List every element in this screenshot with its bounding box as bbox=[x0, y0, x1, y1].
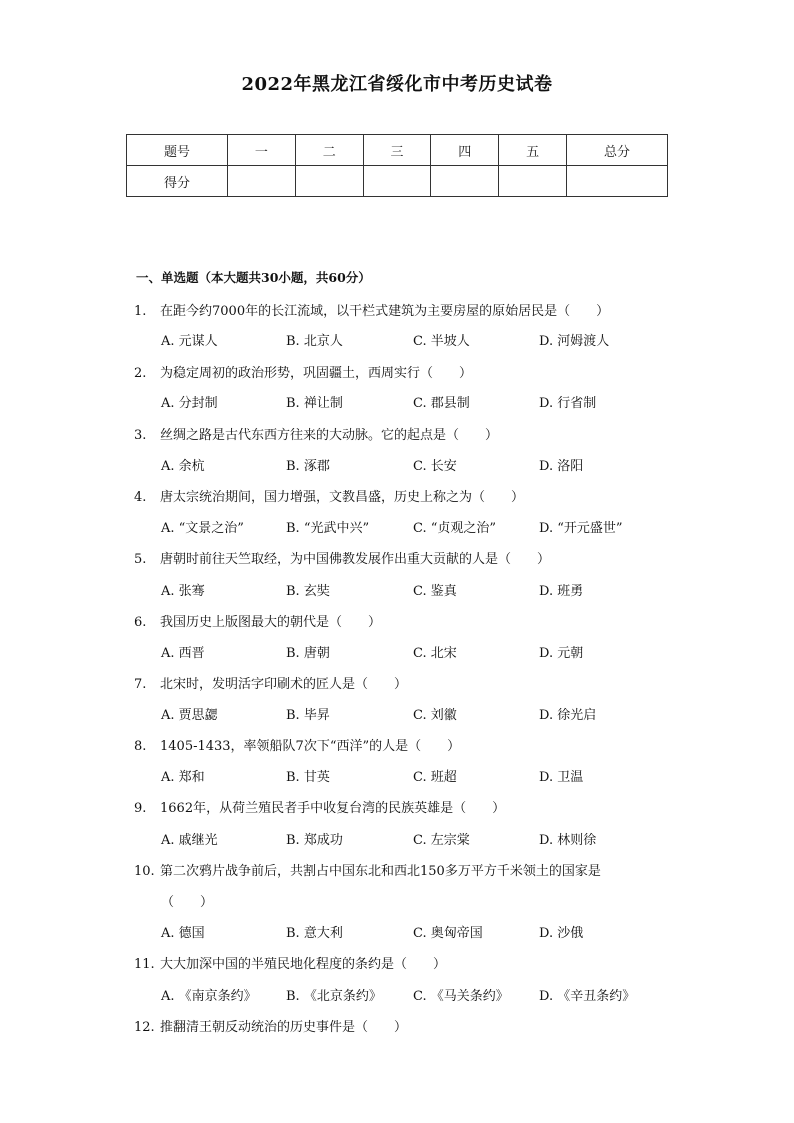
option-a[interactable]: A. 戚继光 bbox=[161, 833, 218, 848]
option-c[interactable]: C. 刘徽 bbox=[413, 708, 457, 723]
option-a[interactable]: A. 贾思勰 bbox=[161, 708, 218, 723]
question-3 bbox=[134, 424, 498, 443]
question-10 bbox=[134, 860, 601, 879]
question-5 bbox=[134, 548, 550, 567]
option-b[interactable]: B. 北京人 bbox=[286, 334, 343, 349]
question-11 bbox=[134, 953, 446, 972]
score-input-cell bbox=[567, 166, 668, 197]
option-c[interactable]: C. 北宋 bbox=[413, 646, 457, 661]
score-cell: 五 bbox=[499, 135, 567, 166]
option-d[interactable]: D. 河姆渡人 bbox=[539, 334, 610, 349]
option-a[interactable]: A. 德国 bbox=[161, 926, 205, 941]
question-number: 10. bbox=[134, 864, 155, 879]
score-table bbox=[126, 134, 668, 197]
option-c[interactable]: C. 《马关条约》 bbox=[413, 989, 509, 1004]
question-number: 9. bbox=[134, 801, 147, 816]
option-a[interactable]: A. 余杭 bbox=[161, 459, 205, 474]
question-1 bbox=[134, 300, 609, 319]
option-a[interactable]: A. 郑和 bbox=[161, 770, 205, 785]
score-cell: 题号 bbox=[127, 135, 228, 166]
question-7 bbox=[134, 673, 407, 692]
question-text: 为稳定周初的政治形势，巩固疆土，西周实行（ ） bbox=[160, 366, 473, 381]
question-4 bbox=[134, 486, 524, 505]
score-cell: 一 bbox=[228, 135, 296, 166]
option-c[interactable]: C. 班超 bbox=[413, 770, 457, 785]
page-title: 2022年黑龙江省绥化市中考历史试卷 bbox=[241, 74, 553, 95]
option-d[interactable]: D. 卫温 bbox=[539, 770, 584, 785]
question-text: 大大加深中国的半殖民地化程度的条约是（ ） bbox=[160, 957, 447, 972]
question-number: 6. bbox=[134, 615, 147, 630]
option-b[interactable]: B. 唐朝 bbox=[286, 646, 330, 661]
question-12 bbox=[134, 1016, 407, 1035]
option-b[interactable]: B. “光武中兴” bbox=[286, 521, 370, 536]
option-c[interactable]: C. 长安 bbox=[413, 459, 457, 474]
score-input-cell bbox=[228, 166, 296, 197]
option-d[interactable]: D. 林则徐 bbox=[539, 833, 597, 848]
option-c[interactable]: C. 郡县制 bbox=[413, 396, 470, 411]
question-text: 1662年，从荷兰殖民者手中收复台湾的民族英雄是（ ） bbox=[160, 801, 506, 816]
option-d[interactable]: D. 班勇 bbox=[539, 584, 584, 599]
question-number: 4. bbox=[134, 490, 147, 505]
question-number: 12. bbox=[134, 1020, 155, 1035]
question-text: 唐朝时前往天竺取经，为中国佛教发展作出重大贡献的人是（ ） bbox=[160, 552, 551, 567]
question-text: 丝绸之路是古代东西方往来的大动脉。它的起点是（ ） bbox=[160, 428, 499, 443]
option-a[interactable]: A. 《南京条约》 bbox=[161, 989, 257, 1004]
question-number: 5. bbox=[134, 552, 147, 567]
score-input-cell bbox=[499, 166, 567, 197]
question-text: 北宋时，发明活字印刷术的匠人是（ ） bbox=[160, 677, 408, 692]
option-a[interactable]: A. 张骞 bbox=[161, 584, 205, 599]
question-text: 在距今约7000年的长江流域，以干栏式建筑为主要房屋的原始居民是（ ） bbox=[160, 304, 610, 319]
option-b[interactable]: B. 禅让制 bbox=[286, 396, 343, 411]
option-b[interactable]: B. 甘英 bbox=[286, 770, 330, 785]
question-number: 8. bbox=[134, 739, 147, 754]
question-text: 唐太宗统治期间，国力增强，文教昌盛，历史上称之为（ ） bbox=[160, 490, 525, 505]
question-text: 第二次鸦片战争前后，共割占中国东北和西北150多万平方千米领土的国家是 bbox=[160, 864, 601, 879]
question-text: 推翻清王朝反动统治的历史事件是（ ） bbox=[160, 1020, 408, 1035]
option-d[interactable]: D. 元朝 bbox=[539, 646, 584, 661]
score-cell: 四 bbox=[431, 135, 499, 166]
score-cell: 得分 bbox=[127, 166, 228, 197]
option-a[interactable]: A. 西晋 bbox=[161, 646, 205, 661]
score-cell: 总分 bbox=[567, 135, 668, 166]
score-table-header-row bbox=[127, 135, 668, 166]
section-title: 一、单选题（本大题共30小题，共60分） bbox=[136, 270, 371, 285]
option-a[interactable]: A. 分封制 bbox=[161, 396, 218, 411]
option-d[interactable]: D. “开元盛世” bbox=[539, 521, 623, 536]
option-d[interactable]: D. 行省制 bbox=[539, 396, 597, 411]
question-text: 1405-1433，率领船队7次下“西洋”的人是（ ） bbox=[160, 739, 461, 754]
option-b[interactable]: B. 毕昇 bbox=[286, 708, 330, 723]
option-c[interactable]: C. “贞观之治” bbox=[413, 521, 497, 536]
score-input-cell bbox=[363, 166, 431, 197]
question-number: 3. bbox=[134, 428, 147, 443]
question-number: 11. bbox=[134, 957, 155, 972]
option-a[interactable]: A. “文景之治” bbox=[161, 521, 244, 536]
option-c[interactable]: C. 奥匈帝国 bbox=[413, 926, 483, 941]
option-b[interactable]: B. 郑成功 bbox=[286, 833, 343, 848]
option-c[interactable]: C. 半坡人 bbox=[413, 334, 470, 349]
question-9 bbox=[134, 797, 505, 816]
score-input-cell bbox=[295, 166, 363, 197]
question-number: 2. bbox=[134, 366, 147, 381]
option-d[interactable]: D. 沙俄 bbox=[539, 926, 584, 941]
option-b[interactable]: B. 玄奘 bbox=[286, 584, 330, 599]
score-cell: 二 bbox=[295, 135, 363, 166]
question-2 bbox=[134, 362, 472, 381]
option-b[interactable]: B. 涿郡 bbox=[286, 459, 330, 474]
option-d[interactable]: D. 《辛丑条约》 bbox=[539, 989, 636, 1004]
option-c[interactable]: C. 左宗棠 bbox=[413, 833, 470, 848]
question-8 bbox=[134, 735, 460, 754]
option-c[interactable]: C. 鉴真 bbox=[413, 584, 457, 599]
question-number: 7. bbox=[134, 677, 147, 692]
question-6 bbox=[134, 611, 381, 630]
score-table-score-row bbox=[127, 166, 668, 197]
option-b[interactable]: B. 意大利 bbox=[286, 926, 343, 941]
option-a[interactable]: A. 元谋人 bbox=[161, 334, 218, 349]
question-text-continuation: （ ） bbox=[161, 895, 214, 910]
option-d[interactable]: D. 徐光启 bbox=[539, 708, 597, 723]
question-number: 1. bbox=[134, 304, 147, 319]
option-d[interactable]: D. 洛阳 bbox=[539, 459, 584, 474]
score-input-cell bbox=[431, 166, 499, 197]
option-b[interactable]: B. 《北京条约》 bbox=[286, 989, 382, 1004]
score-cell: 三 bbox=[363, 135, 431, 166]
question-text: 我国历史上版图最大的朝代是（ ） bbox=[160, 615, 382, 630]
